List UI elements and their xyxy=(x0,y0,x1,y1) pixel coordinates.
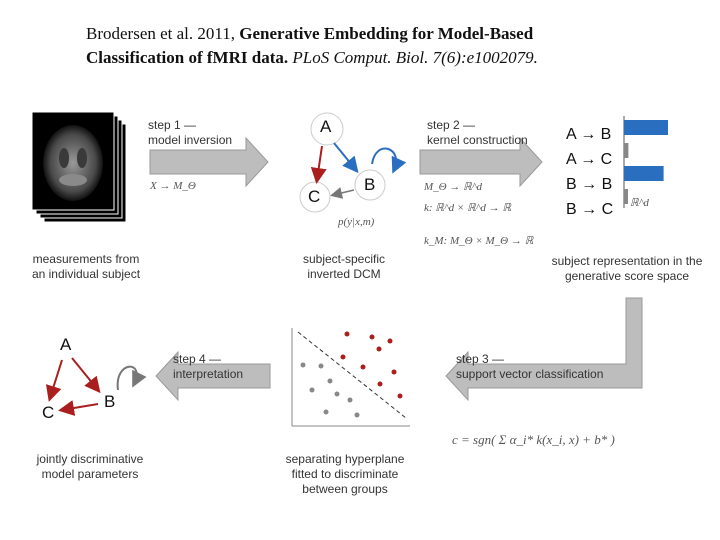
kernel-formula-2: k: ℝ^d × ℝ^d → ℝ xyxy=(424,202,512,214)
interpretation-graph xyxy=(50,358,137,410)
score-bar xyxy=(624,166,664,181)
caption-parameters: jointly discriminative model parameters xyxy=(36,452,144,481)
dcm-node-a: A xyxy=(320,117,332,136)
classification-scatter xyxy=(292,328,410,426)
likelihood-formula: p(y|x,m) xyxy=(338,216,375,228)
citation-title-line2: Classification of fMRI data xyxy=(86,48,284,67)
score-label: B → C xyxy=(566,201,614,218)
kernel-formula-3: k_M: M_Θ × M_Θ → ℝ xyxy=(424,235,534,247)
class-2-points xyxy=(301,363,360,418)
score-bar xyxy=(624,120,668,135)
step3-label: step 3 — support vector classification xyxy=(456,352,604,381)
citation-authors: Brodersen et al. 2011, xyxy=(86,24,240,43)
score-labels xyxy=(566,122,622,222)
kernel-formula-1: M_Θ → ℝ^d xyxy=(424,181,482,193)
score-label: A → B xyxy=(566,126,612,143)
score-label: B → B xyxy=(566,176,613,193)
dcm-node-b: B xyxy=(364,175,376,194)
dcm-node-c: C xyxy=(308,187,321,206)
brain-scan-stack xyxy=(32,112,126,222)
step4-label: step 4 — interpretation xyxy=(173,352,244,381)
score-bar xyxy=(624,143,628,158)
citation-title-line1: Generative Embedding for Model-Based xyxy=(239,24,534,43)
step3-arrow xyxy=(446,298,642,400)
step1-label: step 1 — model inversion xyxy=(148,118,233,147)
score-label: A → C xyxy=(566,151,613,168)
caption-measurements: measurements from an individual subject xyxy=(31,252,141,281)
score-axis-label: ℝ^d xyxy=(630,197,649,209)
citation: Brodersen et al. 2011, Generative Embedding for Model-Based Classification of fMRI data. PLoS Comput. Biol. 7(6):e1002079. xyxy=(86,24,538,67)
score-bar xyxy=(624,189,628,204)
class-1-points xyxy=(341,332,403,399)
caption-hyperplane: separating hyperplane fitted to discriminate between groups xyxy=(285,452,405,496)
separating-hyperplane xyxy=(298,332,406,418)
step2-label: step 2 — kernel construction xyxy=(427,118,528,147)
caption-dcm: subject-specific inverted DCM xyxy=(302,252,386,281)
inversion-formula: X → M_Θ xyxy=(150,180,196,192)
interp-node-b: B xyxy=(104,392,116,411)
caption-representation: subject representation in the generative score space xyxy=(551,254,703,283)
decision-formula: c = sgn( Σ α_i* k(x_i, x) + b* ) xyxy=(452,432,615,447)
citation-journal: PLoS Comput. Biol. 7(6):e1002079. xyxy=(292,48,538,67)
interp-node-c: C xyxy=(42,403,55,422)
interp-node-a: A xyxy=(60,335,72,354)
score-space-chart xyxy=(624,116,668,208)
